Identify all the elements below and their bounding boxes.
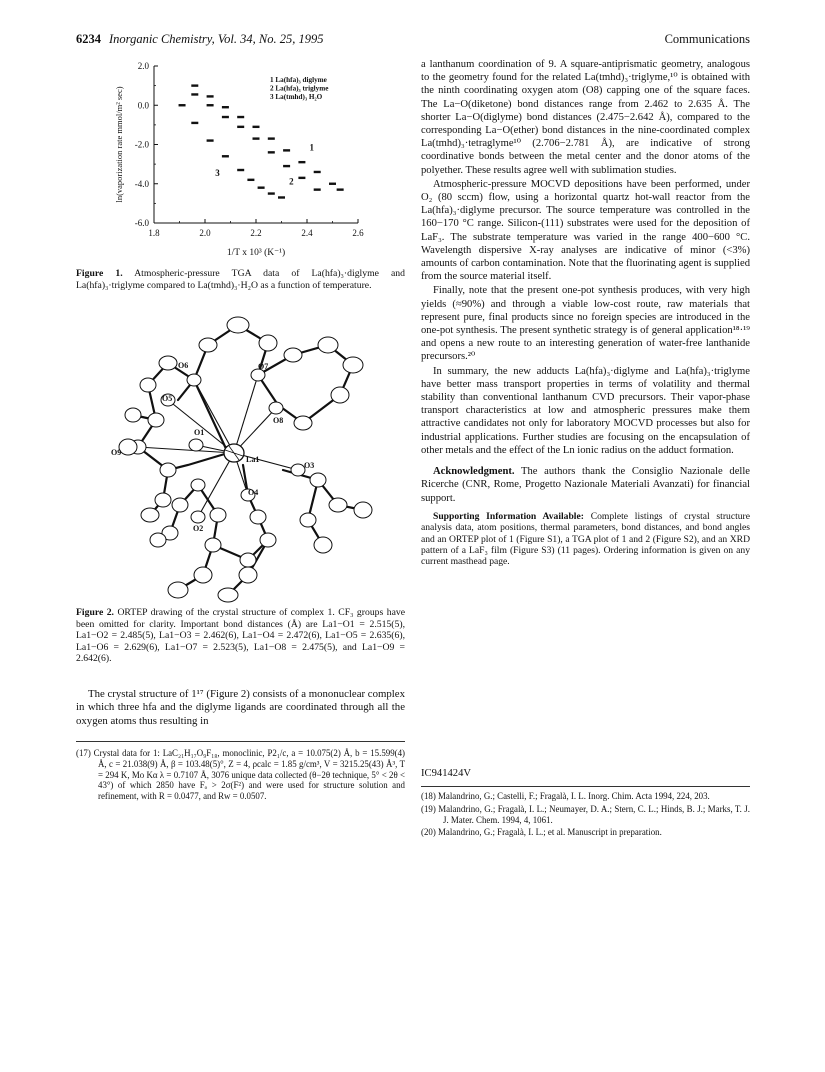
- label-o4: O4: [248, 488, 259, 497]
- x-tick-label: 1.8: [148, 228, 160, 238]
- series-3-point: [207, 139, 214, 141]
- paragraph-synthesis: Finally, note that the present one-pot synthesis produces, with very high yields (≈90%) and through a viable low-cost route, raw materials that represent pure, final products since no foreign species are introduced in the one-pot synthesis. The present synthetic strategy is of general application¹⁸·¹⁹ and opens a new route to an interesting generation of water-free lanthanide precursors.²⁰: [421, 285, 750, 363]
- footnote-20: (20) Malandrino, G.; Fragalà, I. L.; et al. Manuscript in preparation.: [421, 827, 662, 838]
- curve-label-3: 3: [215, 167, 220, 178]
- series-2-point: [283, 165, 290, 167]
- series-3-point: [278, 196, 285, 198]
- label-o3: O3: [304, 461, 315, 470]
- legend-entry: 3 La(tmhd)₃ H₂O: [270, 93, 323, 101]
- series-1-point: [337, 188, 344, 190]
- series-2-point: [253, 137, 260, 139]
- acknowledgment-text: The authors thank the Consiglio Nazionale delle Ricerche (CNR, Rome, Progetto Nazionale Materiali Avanzati) for financial support.: [421, 466, 750, 504]
- label-o7: O7: [258, 362, 269, 371]
- series-1-point: [329, 183, 336, 185]
- header-left: [76, 32, 323, 47]
- footnote-rule-left: [76, 741, 405, 742]
- chart-points: [179, 84, 344, 198]
- supporting-text: Complete listings of crystal structure analysis data, atom positions, thermal parameters, bond distances, and bond angles and an ORTEP plot of 1 (Figure S1), a TGA plot of 1 and 2 (Figure S2), and an XRD pattern of a LaF₃ film (Figure S3) (11 pages). Ordering information is given on any current masthead page.: [421, 510, 751, 568]
- body-text-left: The crystal structure of 1¹⁷ (Figure 2) consists of a mononuclear complex in which three hfa and the diglyme ligands are coordinated through all the oxygen atoms thus resulting in: [76, 688, 405, 727]
- figure2-caption-label: Figure 2.: [76, 607, 114, 618]
- paragraph-mocvd: Atmospheric-pressure MOCVD depositions have been performed, under O₂ (80 sccm) flow, using a horizontal quartz hot-wall reactor from the La(hfa)₃·diglyme precursor. The source temperature was controlled in the 160−170 °C range. Silicon-(111) substrates were used for the deposition of LaF₃. The substrate temperature was varied in the range 400−600 °C. Wavelength dispersive X-ray analyses are indicative of minor (<3%) amounts of carbon contamination. Note that the fluorinating agent is supplied from the source material itself.: [421, 178, 750, 283]
- series-2-point: [191, 93, 198, 95]
- journal-citation: Inorganic Chemistry, Vol. 34, No. 25, 1995: [109, 32, 324, 46]
- footnote-17: (17) Crystal data for 1: LaC₂₁H₁₇O₉F₁₈, monoclinic, P2₁/c, a = 10.075(2) Å, b = 15.599(4) Å, c = 21.038(9) Å, β = 103.48(5)°, Z = 4, ρcalc = 1.85 g/cm³, V = 3215.25(43) Å³, T = 294 K, Mo Kα λ = 0.7107 Å, 3076 unique data collected (θ−2θ technique, 5° < 2θ < 43°) of which 2850 have Fₒ > 2σ(F²) and were used for structure solution and refinement, with R = 0.0477, and Rw = 0.0507.: [76, 748, 405, 802]
- paragraph-structure: a lanthanum coordination of 9. A square-antiprismatic geometry, analogous to the geometry found for the related La(tmhd)₃·triglyme,¹⁰ is obtained with the ninth coordinating oxygen atom (O8) capping one of the square faces. The La−O(diketone) bond distances range from 2.462 to 2.635 Å. The shorter La−O(diglyme) bond distances (2.475−2.642 Å), compared to the corresponding La−O(ether) bond distances in the nine-coordinated complex La(tmhd)₃·tetraglyme¹⁰ (2.706−2.781 Å), are indicative of strong coordinative bonds between the metal center and the donor atoms of the polyether. These results agree well with sublimation studies.: [421, 59, 750, 176]
- series-1-point: [268, 137, 275, 139]
- series-1-point: [191, 84, 198, 86]
- paragraph-summary: In summary, the new adducts La(hfa)₃·diglyme and La(hfa)₃·triglyme have better mass transport properties in terms of volatility and thermal stability than conventional lanthanum CVD precursors. Their vapor-phase transport characteristics at low and atmospheric pressures make them attractive candidates not only for laboratory MOCVD processes but also for industrial applications. Further studies are focusing on the encapsulation of other metals and the effect of the Ln ionic radius on the adduct formation.: [421, 365, 750, 456]
- series-1-point: [237, 116, 244, 118]
- figure2-ortep-drawing: [108, 305, 378, 603]
- series-2-point: [222, 116, 229, 118]
- section-name: Communications: [664, 32, 750, 46]
- footnotes-left: [76, 748, 405, 804]
- label-o9: O9: [111, 448, 122, 457]
- series-1-point: [298, 161, 305, 163]
- acknowledgment: [421, 465, 750, 505]
- page-number: 6234: [76, 32, 101, 46]
- footnote-18: (18) Malandrino, G.; Castelli, F.; Fragalà, I. L. Inorg. Chim. Acta 1994, 224, 203.: [421, 791, 710, 801]
- y-tick-label: -4.0: [134, 178, 149, 189]
- x-tick-label: 2.2: [250, 228, 262, 238]
- manuscript-code: IC941424V: [421, 768, 472, 779]
- label-la1: La1: [246, 455, 260, 464]
- legend-entry: 1 La(hfa)₃ diglyme: [270, 76, 327, 84]
- x-tick-label: 2.6: [352, 228, 364, 238]
- curve-label-1: 1: [309, 142, 315, 153]
- x-tick-label: 2.0: [199, 228, 211, 238]
- series-3-point: [179, 104, 186, 106]
- acknowledgment-label: Acknowledgment.: [433, 466, 515, 478]
- footnote-19: (19) Malandrino, G.; Fragalà, I. L.; Neumayer, D. A.; Stern, C. L.; Hinds, B. J.; Marks, T. J. J. Mater. Chem. 1994, 4, 1061.: [421, 803, 750, 825]
- series-3-point: [268, 192, 275, 194]
- label-o6: O6: [178, 361, 189, 370]
- series-3-point: [222, 155, 229, 157]
- legend-entry: 2 La(hfa)₃ triglyme: [270, 84, 329, 93]
- label-o2: O2: [193, 524, 204, 533]
- series-1-point: [207, 95, 214, 97]
- footnotes-right: [421, 791, 750, 840]
- x-axis-label: 1/T x 10³ (K⁻¹): [226, 248, 286, 258]
- y-tick-label: -2.0: [134, 139, 149, 150]
- figure1-chart: [108, 58, 368, 268]
- figure1-caption: [76, 268, 405, 291]
- figure2-caption-text: ORTEP drawing of the crystal structure of complex 1. CF₃ groups have been omitted for clarity. Important bond distances (Å) are La1−O1 = 2.515(5), La1−O2 = 2.485(5), La1−O3 = 2.462(6), La1−O4 = 2.472(6), La1−O5 = 2.635(6), La1−O6 = 2.629(6), La1−O7 = 2.523(5), La1−O8 = 2.475(5), and La1−O9 = 2.642(6).: [76, 607, 406, 665]
- ortep-la-atom: [224, 444, 244, 462]
- running-header: [76, 32, 750, 50]
- series-3-point: [247, 179, 254, 181]
- series-1-point: [253, 126, 260, 128]
- series-3-point: [191, 122, 198, 124]
- label-o8: O8: [273, 416, 284, 425]
- y-tick-label: 0.0: [137, 100, 149, 111]
- y-tick-label: 2.0: [137, 61, 149, 71]
- series-2-point: [268, 151, 275, 153]
- figure1-caption-label: Figure 1.: [76, 268, 123, 279]
- series-2-point: [207, 104, 214, 106]
- chart-text: [114, 61, 364, 258]
- series-1-point: [283, 149, 290, 151]
- figure2-caption: [76, 607, 405, 665]
- label-o5: O5: [162, 394, 173, 403]
- body-text-right: [421, 58, 750, 569]
- series-3-point: [237, 169, 244, 171]
- series-1-point: [314, 171, 321, 173]
- series-3-point: [258, 186, 265, 188]
- curve-label-2: 2: [289, 176, 294, 187]
- x-tick-label: 2.4: [301, 228, 313, 238]
- footnote-rule-right: [421, 786, 750, 787]
- supporting-label: Supporting Information Available:: [433, 510, 584, 522]
- y-tick-label: -6.0: [134, 218, 149, 228]
- series-2-point: [237, 126, 244, 128]
- series-1-point: [222, 106, 229, 108]
- label-o1: O1: [194, 428, 205, 437]
- figure1-caption-text: Atmospheric-pressure TGA data of La(hfa)₃·diglyme and La(hfa)₃·triglyme compared to La(tmhd)₃·H₂O as a function of temperature.: [76, 268, 405, 291]
- supporting-information: [421, 511, 750, 568]
- series-2-point: [314, 188, 321, 190]
- series-2-point: [298, 177, 305, 179]
- y-axis-label: ln(vaporization rate mmol/m² sec): [114, 86, 124, 203]
